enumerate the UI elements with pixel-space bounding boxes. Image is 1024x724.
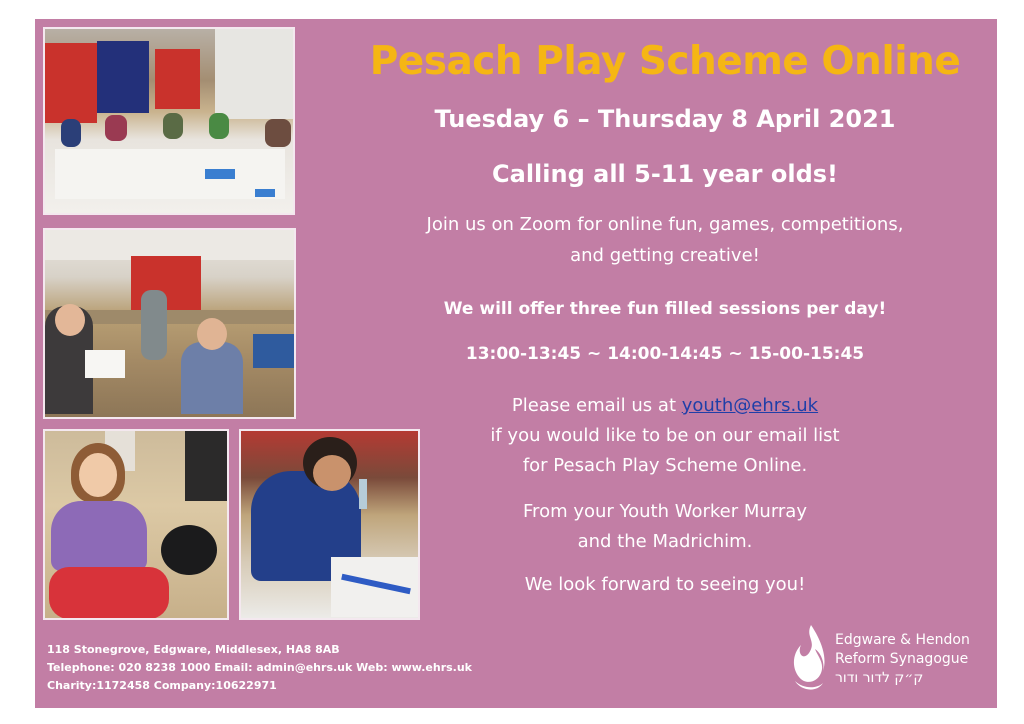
from-line-1: From your Youth Worker Murray xyxy=(523,501,807,522)
flyer-title: Pesach Play Scheme Online xyxy=(369,39,961,84)
logo-line-hebrew: ק״ק לדור ודור xyxy=(835,670,924,686)
logo-line-2: Reform Synagogue xyxy=(835,651,969,667)
sessions-offer: We will offer three fun filled sessions per day! xyxy=(443,299,887,319)
email-line-3: for Pesach Play Scheme Online. xyxy=(522,455,808,476)
closing-line: We look forward to seeing you! xyxy=(524,574,806,595)
footer-contact-details: Telephone: 020 8238 1000 Email: admin@ehrs.uk Web: www.ehrs.uk xyxy=(47,661,472,674)
footer-contact xyxy=(47,641,472,695)
join-line-2: and getting creative! xyxy=(570,245,760,266)
email-prefix: Please email us at xyxy=(511,395,682,416)
logo-line-1: Edgware & Hendon xyxy=(835,632,970,648)
join-line-1: Join us on Zoom for online fun, games, competitions, xyxy=(426,214,904,235)
age-callout: Calling all 5-11 year olds! xyxy=(492,160,838,188)
email-invitation xyxy=(365,391,965,481)
email-link[interactable]: youth@ehrs.uk xyxy=(681,395,819,416)
logo-text xyxy=(835,631,970,688)
footer-address: 118 Stonegrove, Edgware, Middlesex, HA8 8AB xyxy=(47,643,340,656)
from-line-2: and the Madrichim. xyxy=(577,531,753,552)
email-line-1 xyxy=(365,391,965,421)
flame-logo-icon xyxy=(787,623,827,695)
email-line-2: if you would like to be on our email list xyxy=(490,425,840,446)
join-description xyxy=(365,209,965,271)
photo-children-drawing-floor xyxy=(43,27,295,215)
photo-children-holding-pictures xyxy=(43,228,296,419)
footer-charity: Charity:1172458 Company:10622971 xyxy=(47,679,277,692)
synagogue-logo xyxy=(787,619,987,699)
sign-off xyxy=(365,497,965,557)
event-dates: Tuesday 6 – Thursday 8 April 2021 xyxy=(434,105,896,133)
session-times: 13:00-13:45 ~ 14:00-14:45 ~ 15-00-15:45 xyxy=(465,344,865,364)
photo-girl-with-top-hat xyxy=(43,429,229,620)
flyer xyxy=(35,19,997,708)
